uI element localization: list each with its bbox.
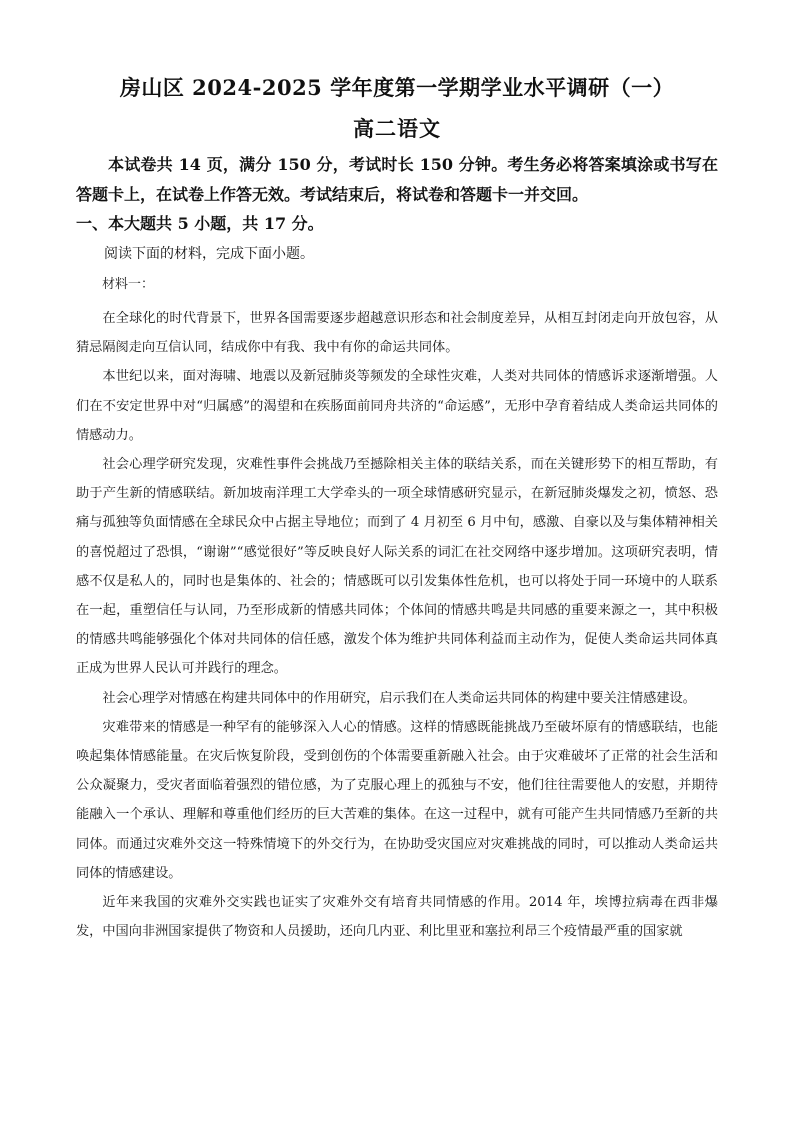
paragraph: 社会心理学对情感在构建共同体中的作用研究，启示我们在人类命运共同体的构建中要关注情感建设。 [102, 690, 696, 706]
paragraph: 在全球化的时代背景下，世界各国需要逐步超越意识形态和社会制度差异，从相互封闭走向开放包容，从猜忌隔阂走向互信认同，结成你中有我、我中有你的命运共同体。 [76, 311, 718, 356]
paragraph: 近年来我国的灾难外交实践也证实了灾难外交有培育共同情感的作用。2014 年，埃博拉病毒在西非爆发，中国向非洲国家提供了物资和人员援助，还向几内亚、利比里亚和塞拉利昂三个疫情最严重的国家就 [76, 895, 718, 940]
section-heading: 一、本大题共 5 小题，共 17 分。 [76, 214, 324, 233]
material-body [76, 304, 718, 946]
page-subtitle: 高二语文 [353, 116, 441, 141]
page-title: 房山区 2024-2025 学年度第一学期学业水平调研（一） [119, 75, 675, 100]
material-label: 材料一： [102, 277, 155, 292]
paragraph: 社会心理学研究发现，灾难性事件会挑战乃至撼除相关主体的联结关系，而在关键形势下的相互帮助，有助于产生新的情感联结。新加坡南洋理工大学牵头的一项全球情感研究显示，在新冠肺炎爆发之初，愤怒、恐痛与孤独等负面情感在全球民众中占据主导地位；而到了 4 月初至 6 月中旬，感激、自豪以及与集体精神相关的喜悦超过了恐惧，“谢谢”“感觉很好”等反映良好人际关系的词汇在社交网络中逐步增加。这项研究表明，情感不仅是私人的，同时也是集体的、社会的；情感既可以引发集体性危机，也可以将处于同一环境中的人联系在一起，重塑信任与认同，乃至形成新的情感共同体；个体间的情感共鸣是共同感的重要来源之一，其中积极的情感共鸣能够强化个体对共同体的信任感，激发个体为维护共同体利益而主动作为，促使人类命运共同体真正成为世界人民认可并践行的理念。 [76, 457, 718, 677]
exam-notice: 本试卷共 14 页，满分 150 分，考试时长 150 分钟。考生务必将答案填涂或书写在答题卡上，在试卷上作答无效。考试结束后，将试卷和答题卡一并交回。 [76, 155, 718, 204]
paragraph: 本世纪以来，面对海啸、地震以及新冠肺炎等频发的全球性灾难，人类对共同体的情感诉求逐渐增强。人们在不安定世界中对“归属感”的渴望和在疾肠面前同舟共济的“命运感”，无形中孕育着结成人类命运共同体的情感动力。 [76, 369, 718, 443]
section-instruction: 阅读下面的材料，完成下面小题。 [104, 246, 314, 262]
paragraph: 灾难带来的情感是一种罕有的能够深入人心的情感。这样的情感既能挑战乃至破坏原有的情感联结，也能唤起集体情感能量。在灾后恢复阶段，受到创伤的个体需要重新融入社会。由于灾难破坏了正常的社会生活和公众凝聚力，受灾者面临着强烈的错位感，为了克服心理上的孤独与不安，他们往往需要他人的安慰，并期待能融入一个承认、理解和尊重他们经历的巨大苦难的集体。在这一过程中，就有可能产生共同情感乃至新的共同体。而通过灾难外交这一特殊情境下的外交行为，在协助受灾国应对灾难挑战的同时，可以推动人类命运共同体的情感建设。 [76, 719, 718, 881]
